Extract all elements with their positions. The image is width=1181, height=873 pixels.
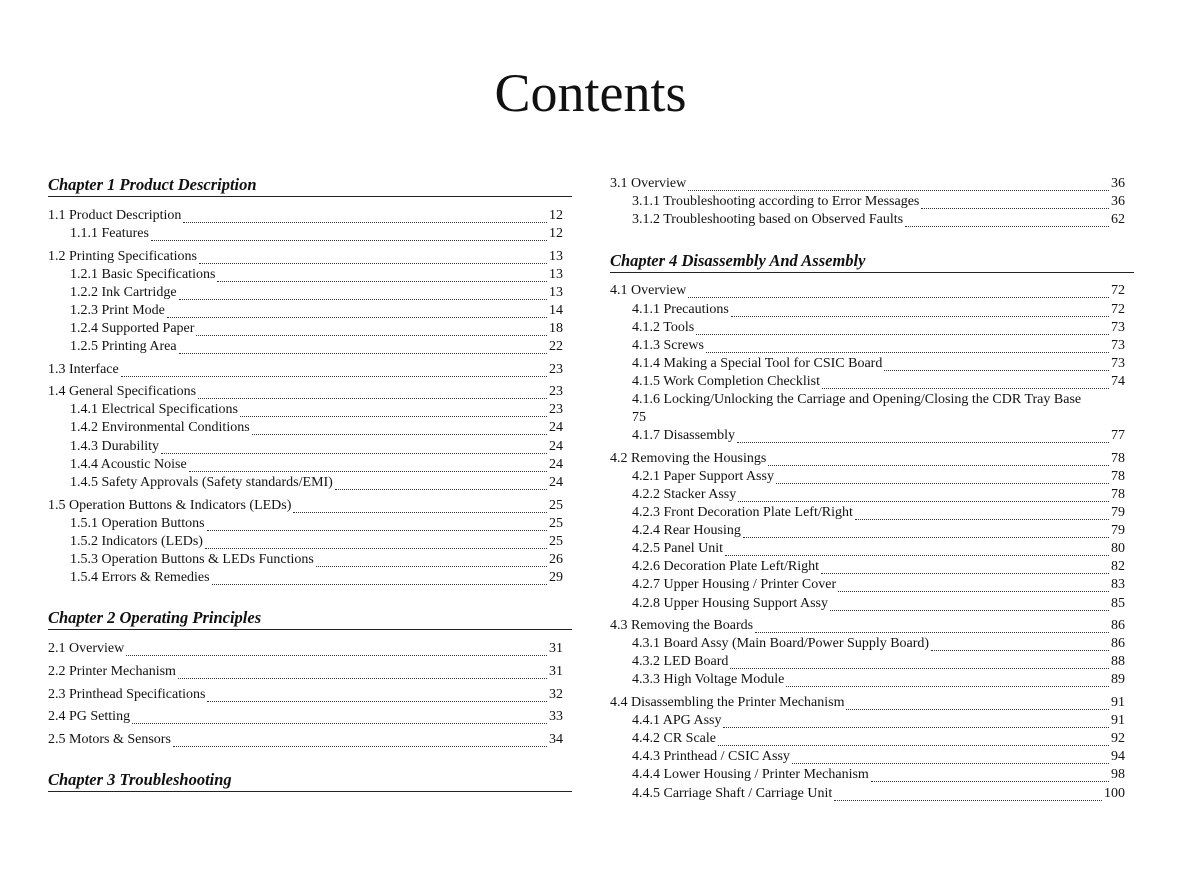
toc-label: 1.4.1 Electrical Specifications [70, 402, 238, 417]
leader-dots [834, 788, 1102, 801]
toc-page: 86 [1111, 618, 1125, 633]
toc-page: 36 [1111, 194, 1125, 209]
leader-dots [126, 643, 547, 656]
leader-dots [132, 711, 547, 724]
leader-dots [121, 364, 547, 377]
toc-page: 24 [549, 475, 563, 490]
toc-entry-1-5-1[interactable] [70, 515, 563, 533]
leader-dots [846, 697, 1109, 710]
toc-entry-4-3-2[interactable] [632, 653, 1125, 671]
toc-entry-4-1-3[interactable] [632, 337, 1125, 355]
leader-dots [205, 536, 547, 549]
toc-page: 79 [1111, 523, 1125, 538]
leader-dots [822, 376, 1109, 389]
leader-dots [252, 422, 547, 435]
leader-dots [905, 214, 1109, 227]
leader-dots [743, 525, 1109, 538]
toc-label: 4.2.6 Decoration Plate Left/Right [632, 559, 820, 574]
toc-entry-1-3[interactable] [48, 361, 563, 379]
toc-page: 91 [1111, 695, 1125, 710]
leader-dots [179, 287, 547, 300]
toc-page: 92 [1111, 731, 1125, 746]
toc-page: 88 [1111, 654, 1125, 669]
toc-entry-4-1-7[interactable] [632, 427, 1125, 445]
leader-dots [167, 305, 547, 318]
toc-label: 4.4.2 CR Scale [632, 731, 716, 746]
toc-page: 82 [1111, 559, 1125, 574]
toc-entry-4-2[interactable] [610, 450, 1125, 468]
toc-page: 83 [1111, 577, 1125, 592]
toc-label: 4.1.5 Work Completion Checklist [632, 374, 820, 389]
toc-page: 32 [549, 687, 563, 702]
toc-entry-1-4-1[interactable] [70, 401, 563, 419]
toc-label: 1.4 General Specifications [48, 384, 197, 399]
toc-label: 4.1.2 Tools [632, 320, 695, 335]
leader-dots [688, 285, 1109, 298]
toc-entry-1-2-5[interactable] [70, 338, 563, 356]
toc-entry-4-1-6-page: 75 [632, 410, 646, 425]
chapter-4-heading[interactable]: Chapter 4 Disassembly And Assembly [610, 250, 1134, 273]
leader-dots [768, 453, 1109, 466]
toc-label: 2.5 Motors & Sensors [48, 732, 171, 747]
toc-page: 23 [549, 362, 563, 377]
leader-dots [178, 666, 547, 679]
toc-label: 4.2.4 Rear Housing [632, 523, 741, 538]
toc-entry-1-2[interactable] [48, 248, 563, 266]
leader-dots [688, 178, 1109, 191]
toc-label: 4.3.3 High Voltage Module [632, 672, 785, 687]
toc-entry-2-1[interactable] [48, 640, 563, 658]
leader-dots [161, 441, 547, 454]
toc-page: 25 [549, 534, 563, 549]
toc-label: 1.5 Operation Buttons & Indicators (LEDs) [48, 498, 292, 513]
toc-entry-1-5-3[interactable] [70, 551, 563, 569]
toc-entry-1-5-2[interactable] [70, 533, 563, 551]
toc-entry-1-2-4[interactable] [70, 320, 563, 338]
toc-label: 1.2.2 Ink Cartridge [70, 285, 177, 300]
toc-label: 1.5.4 Errors & Remedies [70, 570, 210, 585]
leader-dots [183, 210, 547, 223]
chapter-2-heading[interactable]: Chapter 2 Operating Principles [48, 607, 572, 630]
toc-entry-4-1-5[interactable] [632, 373, 1125, 391]
leader-dots [207, 518, 547, 531]
toc-page: 62 [1111, 212, 1125, 227]
toc-label: 1.2.1 Basic Specifications [70, 267, 216, 282]
toc-entry-1-5[interactable] [48, 497, 563, 515]
toc-entry-4-4-1[interactable] [632, 712, 1125, 730]
toc-entry-4-4-5[interactable] [632, 785, 1125, 803]
toc-label: 2.2 Printer Mechanism [48, 664, 176, 679]
toc-entry-1-2-3[interactable] [70, 302, 563, 320]
toc-page: 24 [549, 457, 563, 472]
toc-page: 73 [1111, 338, 1125, 353]
toc-label: 1.5.3 Operation Buttons & LEDs Functions [70, 552, 314, 567]
toc-page: 36 [1111, 176, 1125, 191]
toc-page: 89 [1111, 672, 1125, 687]
toc-entry-3-1-2[interactable] [632, 211, 1125, 229]
leader-dots [821, 561, 1109, 574]
leader-dots [786, 674, 1109, 687]
toc-entry-4-4-3[interactable] [632, 748, 1125, 766]
toc-entry-1-4-5[interactable] [70, 474, 563, 492]
toc-page: 74 [1111, 374, 1125, 389]
leader-dots [921, 196, 1109, 209]
toc-label: 4.3.1 Board Assy (Main Board/Power Supply Board) [632, 636, 930, 651]
toc-label: 4.2.1 Paper Support Assy [632, 469, 774, 484]
toc-page: 85 [1111, 596, 1125, 611]
toc-page: 73 [1111, 320, 1125, 335]
toc-entry-1-4-3[interactable] [70, 438, 563, 456]
toc-entry-4-2-6[interactable] [632, 558, 1125, 576]
toc-entry-1-5-4[interactable] [70, 569, 563, 587]
toc-label: 4.4.5 Carriage Shaft / Carriage Unit [632, 786, 833, 801]
toc-label: 1.1 Product Description [48, 208, 182, 223]
toc-label: 4.4 Disassembling the Printer Mechanism [610, 695, 845, 710]
toc-page: 25 [549, 516, 563, 531]
leader-dots [718, 733, 1109, 746]
toc-entry-1-4[interactable] [48, 383, 563, 401]
toc-entry-2-4[interactable] [48, 708, 563, 726]
toc-entry-4-4-2[interactable] [632, 730, 1125, 748]
toc-page: 33 [549, 709, 563, 724]
toc-label: 2.3 Printhead Specifications [48, 687, 206, 702]
toc-label: 3.1.1 Troubleshooting according to Error Messages [632, 194, 920, 209]
toc-label: 2.4 PG Setting [48, 709, 131, 724]
toc-label: 1.2.3 Print Mode [70, 303, 165, 318]
toc-label: 3.1.2 Troubleshooting based on Observed Faults [632, 212, 904, 227]
toc-entry-4-4[interactable] [610, 694, 1125, 712]
toc-label: 4.1.1 Precautions [632, 302, 729, 317]
leader-dots [696, 322, 1109, 335]
toc-page: 13 [549, 249, 563, 264]
toc-entry-4-2-5[interactable] [632, 540, 1125, 558]
toc-entry-3-1-1[interactable] [632, 193, 1125, 211]
leader-dots [830, 598, 1109, 611]
toc-entry-4-1-6[interactable]: 4.1.6 Locking/Unlocking the Carriage and Opening/Closing the CDR Tray Base [632, 392, 1082, 407]
leader-dots [151, 228, 547, 241]
leader-dots [776, 471, 1109, 484]
toc-label: 4.4.3 Printhead / CSIC Assy [632, 749, 790, 764]
toc-page: 23 [549, 402, 563, 417]
toc-page: 23 [549, 384, 563, 399]
leader-dots [706, 340, 1109, 353]
toc-page: 78 [1111, 469, 1125, 484]
toc-entry-4-2-1[interactable] [632, 468, 1125, 486]
chapter-1-heading[interactable]: Chapter 1 Product Description [48, 174, 572, 197]
leader-dots [316, 554, 547, 567]
toc-entry-1-2-2[interactable] [70, 284, 563, 302]
toc-label: 4.1.4 Making a Special Tool for CSIC Board [632, 356, 883, 371]
toc-label: 1.3 Interface [48, 362, 119, 377]
leader-dots [723, 715, 1109, 728]
toc-entry-4-3-3[interactable] [632, 671, 1125, 689]
toc-label: 1.5.1 Operation Buttons [70, 516, 205, 531]
toc-entry-1-2-1[interactable] [70, 266, 563, 284]
toc-label: 1.4.3 Durability [70, 439, 160, 454]
leader-dots [198, 386, 547, 399]
toc-label: 4.4.4 Lower Housing / Printer Mechanism [632, 767, 869, 782]
toc-page: 72 [1111, 283, 1125, 298]
page-title: Contents [494, 63, 687, 123]
toc-page: 78 [1111, 487, 1125, 502]
leader-dots [738, 489, 1109, 502]
toc-label: 1.4.4 Acoustic Noise [70, 457, 187, 472]
leader-dots [755, 620, 1109, 633]
toc-label: 4.2.8 Upper Housing Support Assy [632, 596, 829, 611]
toc-label: 1.5.2 Indicators (LEDs) [70, 534, 203, 549]
toc-label: 3.1 Overview [610, 176, 687, 191]
leader-dots [207, 689, 547, 702]
toc-page: 79 [1111, 505, 1125, 520]
toc-page: 25 [549, 498, 563, 513]
toc-page: 12 [549, 226, 563, 241]
toc-entry-2-3[interactable] [48, 686, 563, 704]
toc-page: 22 [549, 339, 563, 354]
toc-entry-4-2-3[interactable] [632, 504, 1125, 522]
leader-dots [725, 543, 1109, 556]
toc-label: 4.2.2 Stacker Assy [632, 487, 737, 502]
leader-dots [871, 769, 1109, 782]
toc-label: 4.2.5 Panel Unit [632, 541, 723, 556]
toc-page: 77 [1111, 428, 1125, 443]
toc-entry-4-1[interactable] [610, 282, 1125, 300]
leader-dots [730, 656, 1109, 669]
toc-entry-2-5[interactable] [48, 731, 563, 749]
toc-entry-3-1[interactable] [610, 175, 1125, 193]
chapter-3-heading[interactable]: Chapter 3 Troubleshooting [48, 769, 572, 792]
toc-entry-2-2[interactable] [48, 663, 563, 681]
toc-page: 29 [549, 570, 563, 585]
leader-dots [792, 751, 1109, 764]
toc-page: 91 [1111, 713, 1125, 728]
toc-label: 1.2.5 Printing Area [70, 339, 177, 354]
toc-page: 34 [549, 732, 563, 747]
toc-page: 31 [549, 664, 563, 679]
leader-dots [212, 572, 547, 585]
toc-label: 1.1.1 Features [70, 226, 149, 241]
leader-dots [335, 477, 547, 490]
toc-label: 4.1.3 Screws [632, 338, 704, 353]
leader-dots [855, 507, 1109, 520]
leader-dots [199, 251, 547, 264]
toc-label: 4.3.2 LED Board [632, 654, 729, 669]
toc-entry-4-2-8[interactable] [632, 595, 1125, 613]
toc-entry-4-2-4[interactable] [632, 522, 1125, 540]
toc-label: 1.2.4 Supported Paper [70, 321, 195, 336]
toc-page: 86 [1111, 636, 1125, 651]
toc-entry-4-3-1[interactable] [632, 635, 1125, 653]
leader-dots [179, 341, 547, 354]
toc-page: 94 [1111, 749, 1125, 764]
toc-page: 13 [549, 285, 563, 300]
leader-dots [931, 638, 1109, 651]
toc-page: 18 [549, 321, 563, 336]
toc-page: 98 [1111, 767, 1125, 782]
leader-dots [293, 500, 547, 513]
leader-dots [838, 579, 1109, 592]
toc-label: 4.2.7 Upper Housing / Printer Cover [632, 577, 837, 592]
toc-entry-4-2-7[interactable] [632, 576, 1125, 594]
toc-label: 1.4.5 Safety Approvals (Safety standards/EMI) [70, 475, 333, 490]
toc-page: 80 [1111, 541, 1125, 556]
leader-dots [217, 269, 547, 282]
toc-label: 1.4.2 Environmental Conditions [70, 420, 250, 435]
toc-page: 26 [549, 552, 563, 567]
toc-entry-4-1-1[interactable] [632, 301, 1125, 319]
toc-page: 24 [549, 439, 563, 454]
leader-dots [884, 358, 1109, 371]
toc-label: 4.2.3 Front Decoration Plate Left/Right [632, 505, 853, 520]
toc-page: 31 [549, 641, 563, 656]
leader-dots [240, 404, 547, 417]
toc-label: 4.3 Removing the Boards [610, 618, 754, 633]
toc-page: 24 [549, 420, 563, 435]
toc-label: 4.4.1 APG Assy [632, 713, 722, 728]
toc-page: 73 [1111, 356, 1125, 371]
toc-entry-4-2-2[interactable] [632, 486, 1125, 504]
toc-page: 78 [1111, 451, 1125, 466]
leader-dots [189, 459, 547, 472]
toc-page: 100 [1104, 786, 1125, 801]
toc-label: 4.1.7 Disassembly [632, 428, 736, 443]
toc-label: 1.2 Printing Specifications [48, 249, 197, 264]
toc-entry-4-1-2[interactable] [632, 319, 1125, 337]
toc-page: 14 [549, 303, 563, 318]
toc-entry-4-4-4[interactable] [632, 766, 1125, 784]
toc-entry-1-4-2[interactable] [70, 419, 563, 437]
toc-entry-1-4-4[interactable] [70, 456, 563, 474]
toc-entry-1-1[interactable] [48, 207, 563, 225]
toc-page: 12 [549, 208, 563, 223]
toc-page: 13 [549, 267, 563, 282]
toc-entry-4-1-4[interactable] [632, 355, 1125, 373]
leader-dots [173, 734, 547, 747]
toc-label: 4.2 Removing the Housings [610, 451, 767, 466]
toc-label: 4.1 Overview [610, 283, 687, 298]
leader-dots [196, 323, 547, 336]
toc-entry-4-3[interactable] [610, 617, 1125, 635]
leader-dots [737, 430, 1109, 443]
toc-page: 72 [1111, 302, 1125, 317]
leader-dots [731, 304, 1109, 317]
toc-label: 2.1 Overview [48, 641, 125, 656]
toc-entry-1-1-1[interactable] [70, 225, 563, 243]
